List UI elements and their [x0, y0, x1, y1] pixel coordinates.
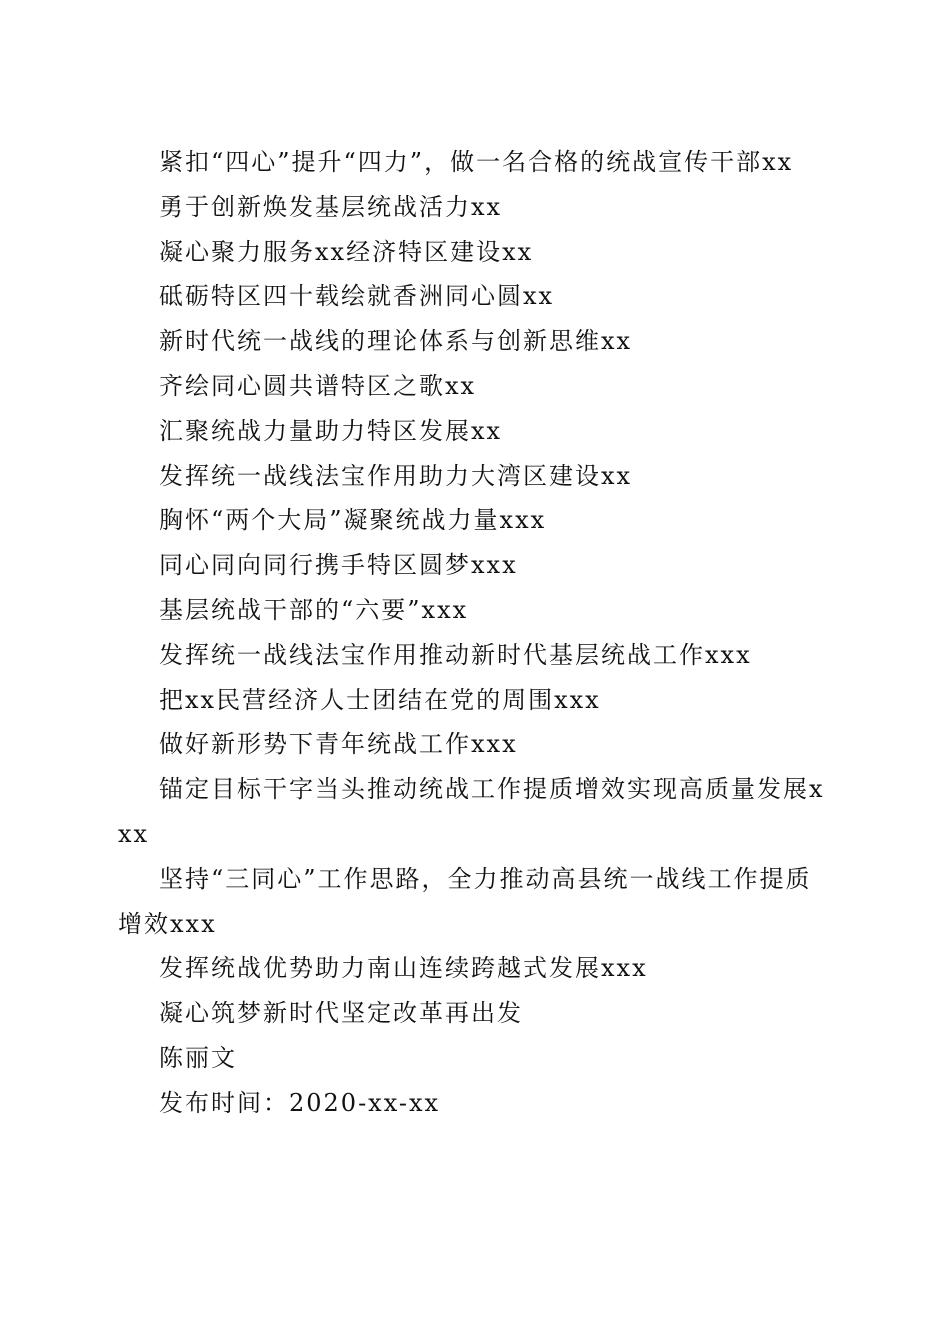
title-line-3: 凝心聚力服务xx经济特区建设xx: [159, 237, 534, 266]
title-line-7: 汇聚统战力量助力特区发展xx: [159, 416, 503, 445]
title-line-10: 同心同向同行携手特区圆梦xxx: [159, 551, 518, 580]
title-line-4: 砥砺特区四十载绘就香洲同心圆xx: [159, 282, 555, 311]
title-line-11: 基层统战干部的“六要”xxx: [159, 595, 469, 624]
title-line-15: 锚定目标干字当头推动统战工作提质增效实现高质量发展xxx: [118, 775, 825, 848]
title-line-13: 把xx民营经济人士团结在党的周围xxx: [159, 685, 601, 714]
document-body: [118, 140, 828, 1126]
title-line-17: 发挥统战优势助力南山连续跨越式发展xxx: [159, 954, 648, 983]
title-line-2: 勇于创新焕发基层统战活力xx: [159, 192, 503, 221]
title-line-6: 齐绘同心圆共谱特区之歌xx: [159, 371, 477, 400]
title-line-18: 凝心筑梦新时代坚定改革再出发: [159, 999, 523, 1028]
title-line-16: 坚持“三同心”工作思路，全力推动高县统一战线工作提质增效xxx: [118, 864, 812, 938]
author-name: 陈丽文: [159, 1043, 237, 1072]
title-line-14: 做好新形势下青年统战工作xxx: [159, 730, 518, 759]
title-line-1: 紧扣“四心”提升“四力”，做一名合格的统战宣传干部xx: [159, 148, 794, 176]
publish-date: 发布时间：2020-xx-xx: [159, 1088, 441, 1117]
title-line-9: 胸怀“两个大局”凝聚统战力量xxx: [159, 506, 547, 535]
title-line-12: 发挥统一战线法宝作用推动新时代基层统战工作xxx: [159, 640, 752, 669]
title-line-5: 新时代统一战线的理论体系与创新思维xx: [159, 327, 633, 356]
title-line-8: 发挥统一战线法宝作用助力大湾区建设xx: [159, 461, 633, 490]
